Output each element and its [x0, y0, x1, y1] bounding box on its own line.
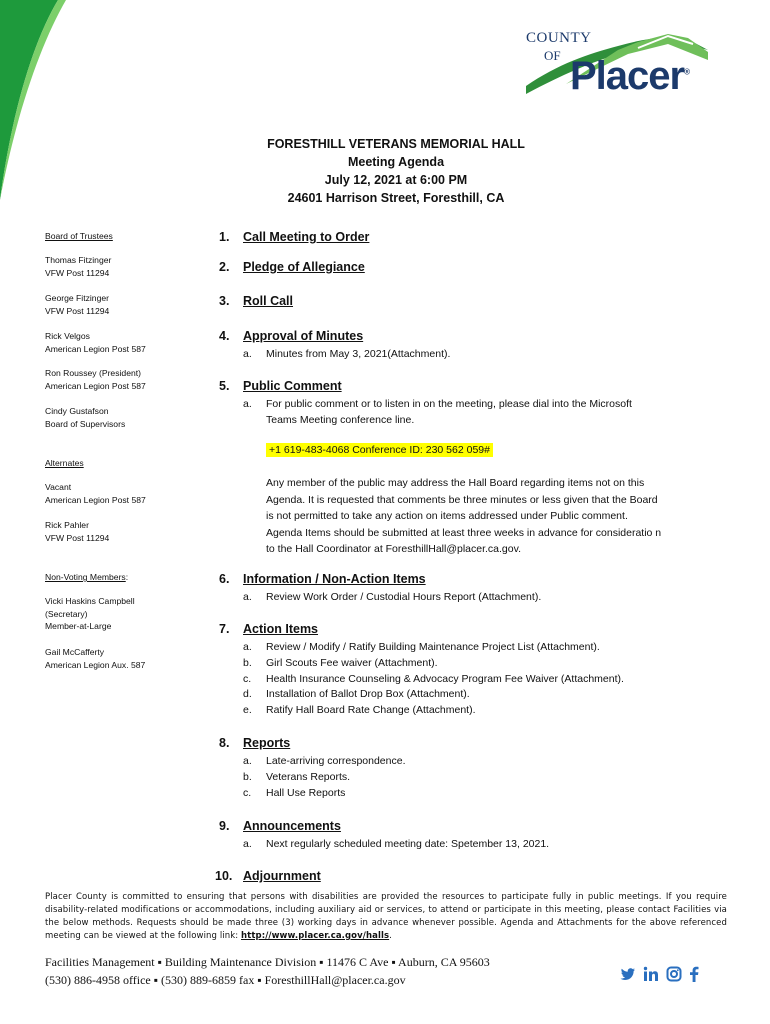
- item-number: 9.: [219, 819, 230, 833]
- nonvoting-org: American Legion Aux. 587: [45, 659, 146, 670]
- member-entry: [45, 292, 109, 317]
- nonvoting-entry: [45, 646, 145, 671]
- instagram-icon[interactable]: [666, 966, 682, 982]
- nonvoting-org: Member-at-Large: [45, 621, 112, 631]
- item-number: 5.: [219, 379, 230, 393]
- alternate-name: Rick Pahler: [45, 520, 89, 530]
- member-org: Board of Supervisors: [45, 418, 126, 429]
- agenda-item-title: Adjournment: [243, 869, 321, 883]
- member-entry: [45, 254, 111, 279]
- logo-county-text: COUNTY: [526, 30, 592, 46]
- item-number: 10.: [215, 869, 233, 883]
- member-org: VFW Post 11294: [45, 267, 110, 278]
- linkedin-icon[interactable]: [643, 966, 659, 982]
- meeting-date: July 12, 2021 at 6:00 PM: [324, 173, 468, 187]
- item-number: 6.: [219, 572, 230, 586]
- nonvoting-heading: Non-Voting Members:: [45, 572, 129, 582]
- alternate-name: Vacant: [45, 482, 72, 492]
- item-number: 3.: [219, 294, 230, 308]
- halls-link[interactable]: http://www.placer.ca.gov/halls: [241, 931, 390, 941]
- item-number: 4.: [219, 329, 230, 343]
- member-org: VFW Post 11294: [45, 305, 110, 316]
- facilities-contact: (530) 886-4958 office ▪ (530) 889-6859 fax ▪ ForesthillHall@placer.ca.gov: [45, 973, 406, 987]
- alternate-entry: [45, 481, 146, 506]
- sub-item-continued: Teams Meeting conference line.: [266, 414, 415, 426]
- alternates-heading: Alternates: [45, 458, 84, 468]
- alternate-org: American Legion Post 587: [45, 494, 146, 505]
- member-org: American Legion Post 587: [45, 343, 146, 354]
- item-number: 2.: [219, 260, 230, 274]
- twitter-icon[interactable]: [620, 966, 636, 982]
- item-number: 1.: [219, 230, 230, 244]
- member-name: Ron Roussey (President): [45, 368, 142, 378]
- agenda-item-title: Public Comment: [243, 379, 342, 393]
- agenda-item-title: Action Items: [243, 622, 319, 636]
- public-comment-paragraph: Any member of the public may address the Hall Board regarding items not on this Agenda. It is requested that comments be three minutes or less given that the Board is not permitted to take any action on items addressed under Public comment. Agenda Items should be submitted at least three weeks in advance for consideratio n to the Hall Coordinator at ForesthillHall@placer.ca.gov.: [266, 477, 662, 555]
- alternate-entry: [45, 519, 109, 544]
- member-org: American Legion Post 587: [45, 380, 146, 391]
- logo-of-text: OF: [544, 48, 561, 63]
- alternate-org: VFW Post 11294: [45, 532, 110, 543]
- nonvoting-role: (Secretary): [45, 608, 88, 619]
- document-title: Meeting Agenda: [347, 155, 445, 169]
- agenda-item-title: Approval of Minutes: [243, 329, 364, 343]
- corner-swoosh-graphic: [0, 0, 70, 200]
- nonvoting-entry: [45, 595, 135, 633]
- hall-name: FORESTHILL VETERANS MEMORIAL HALL: [267, 137, 525, 151]
- agenda-item-title: Call Meeting to Order: [243, 230, 370, 244]
- item-number: 7.: [219, 622, 230, 636]
- agenda-item-title: Information / Non-Action Items: [243, 572, 426, 586]
- member-entry: [45, 330, 146, 355]
- agenda-item-title: Announcements: [243, 819, 341, 833]
- member-name: Thomas Fitzinger: [45, 255, 112, 265]
- member-name: George Fitzinger: [45, 293, 110, 303]
- meeting-address: 24601 Harrison Street, Foresthill, CA: [287, 191, 505, 205]
- member-name: Rick Velgos: [45, 331, 90, 341]
- nonvoting-name: Vicki Haskins Campbell: [45, 596, 135, 606]
- agenda-item-title: Roll Call: [243, 294, 294, 308]
- member-entry: [45, 367, 146, 392]
- facebook-icon[interactable]: [688, 966, 700, 982]
- member-name: Cindy Gustafson: [45, 406, 109, 416]
- conference-phone-highlight: +1 619-483-4068 Conference ID: 230 562 059#: [266, 443, 493, 457]
- board-heading: Board of Trustees: [45, 231, 113, 241]
- facilities-address: Facilities Management ▪ Building Maintenance Division ▪ 11476 C Ave ▪ Auburn, CA 95603: [45, 955, 490, 969]
- document-header: [200, 135, 592, 207]
- logo-placer-text: Placer®: [570, 54, 690, 98]
- nonvoting-name: Gail McCafferty: [45, 647, 105, 657]
- accessibility-notice: Placer County is committed to ensuring that persons with disabilities are provided the resources to participate fully in public meetings. If you require disability-related modifications or accommodations, including auxiliary aid or services, to attend or participate in this meeting, please contact Facilities via the below methods. Requests should be made three (3) working days in advance whenever possible. Agenda and Attachments for the above referenced meeting can be viewed at the following link: http://www.placer.ca.gov/halls.: [45, 892, 727, 941]
- agenda-item-title: Reports: [243, 736, 291, 750]
- county-of-placer-logo[interactable]: [518, 24, 718, 116]
- item-number: 8.: [219, 736, 230, 750]
- member-entry: [45, 405, 125, 430]
- agenda-item-title: Pledge of Allegiance: [243, 260, 365, 274]
